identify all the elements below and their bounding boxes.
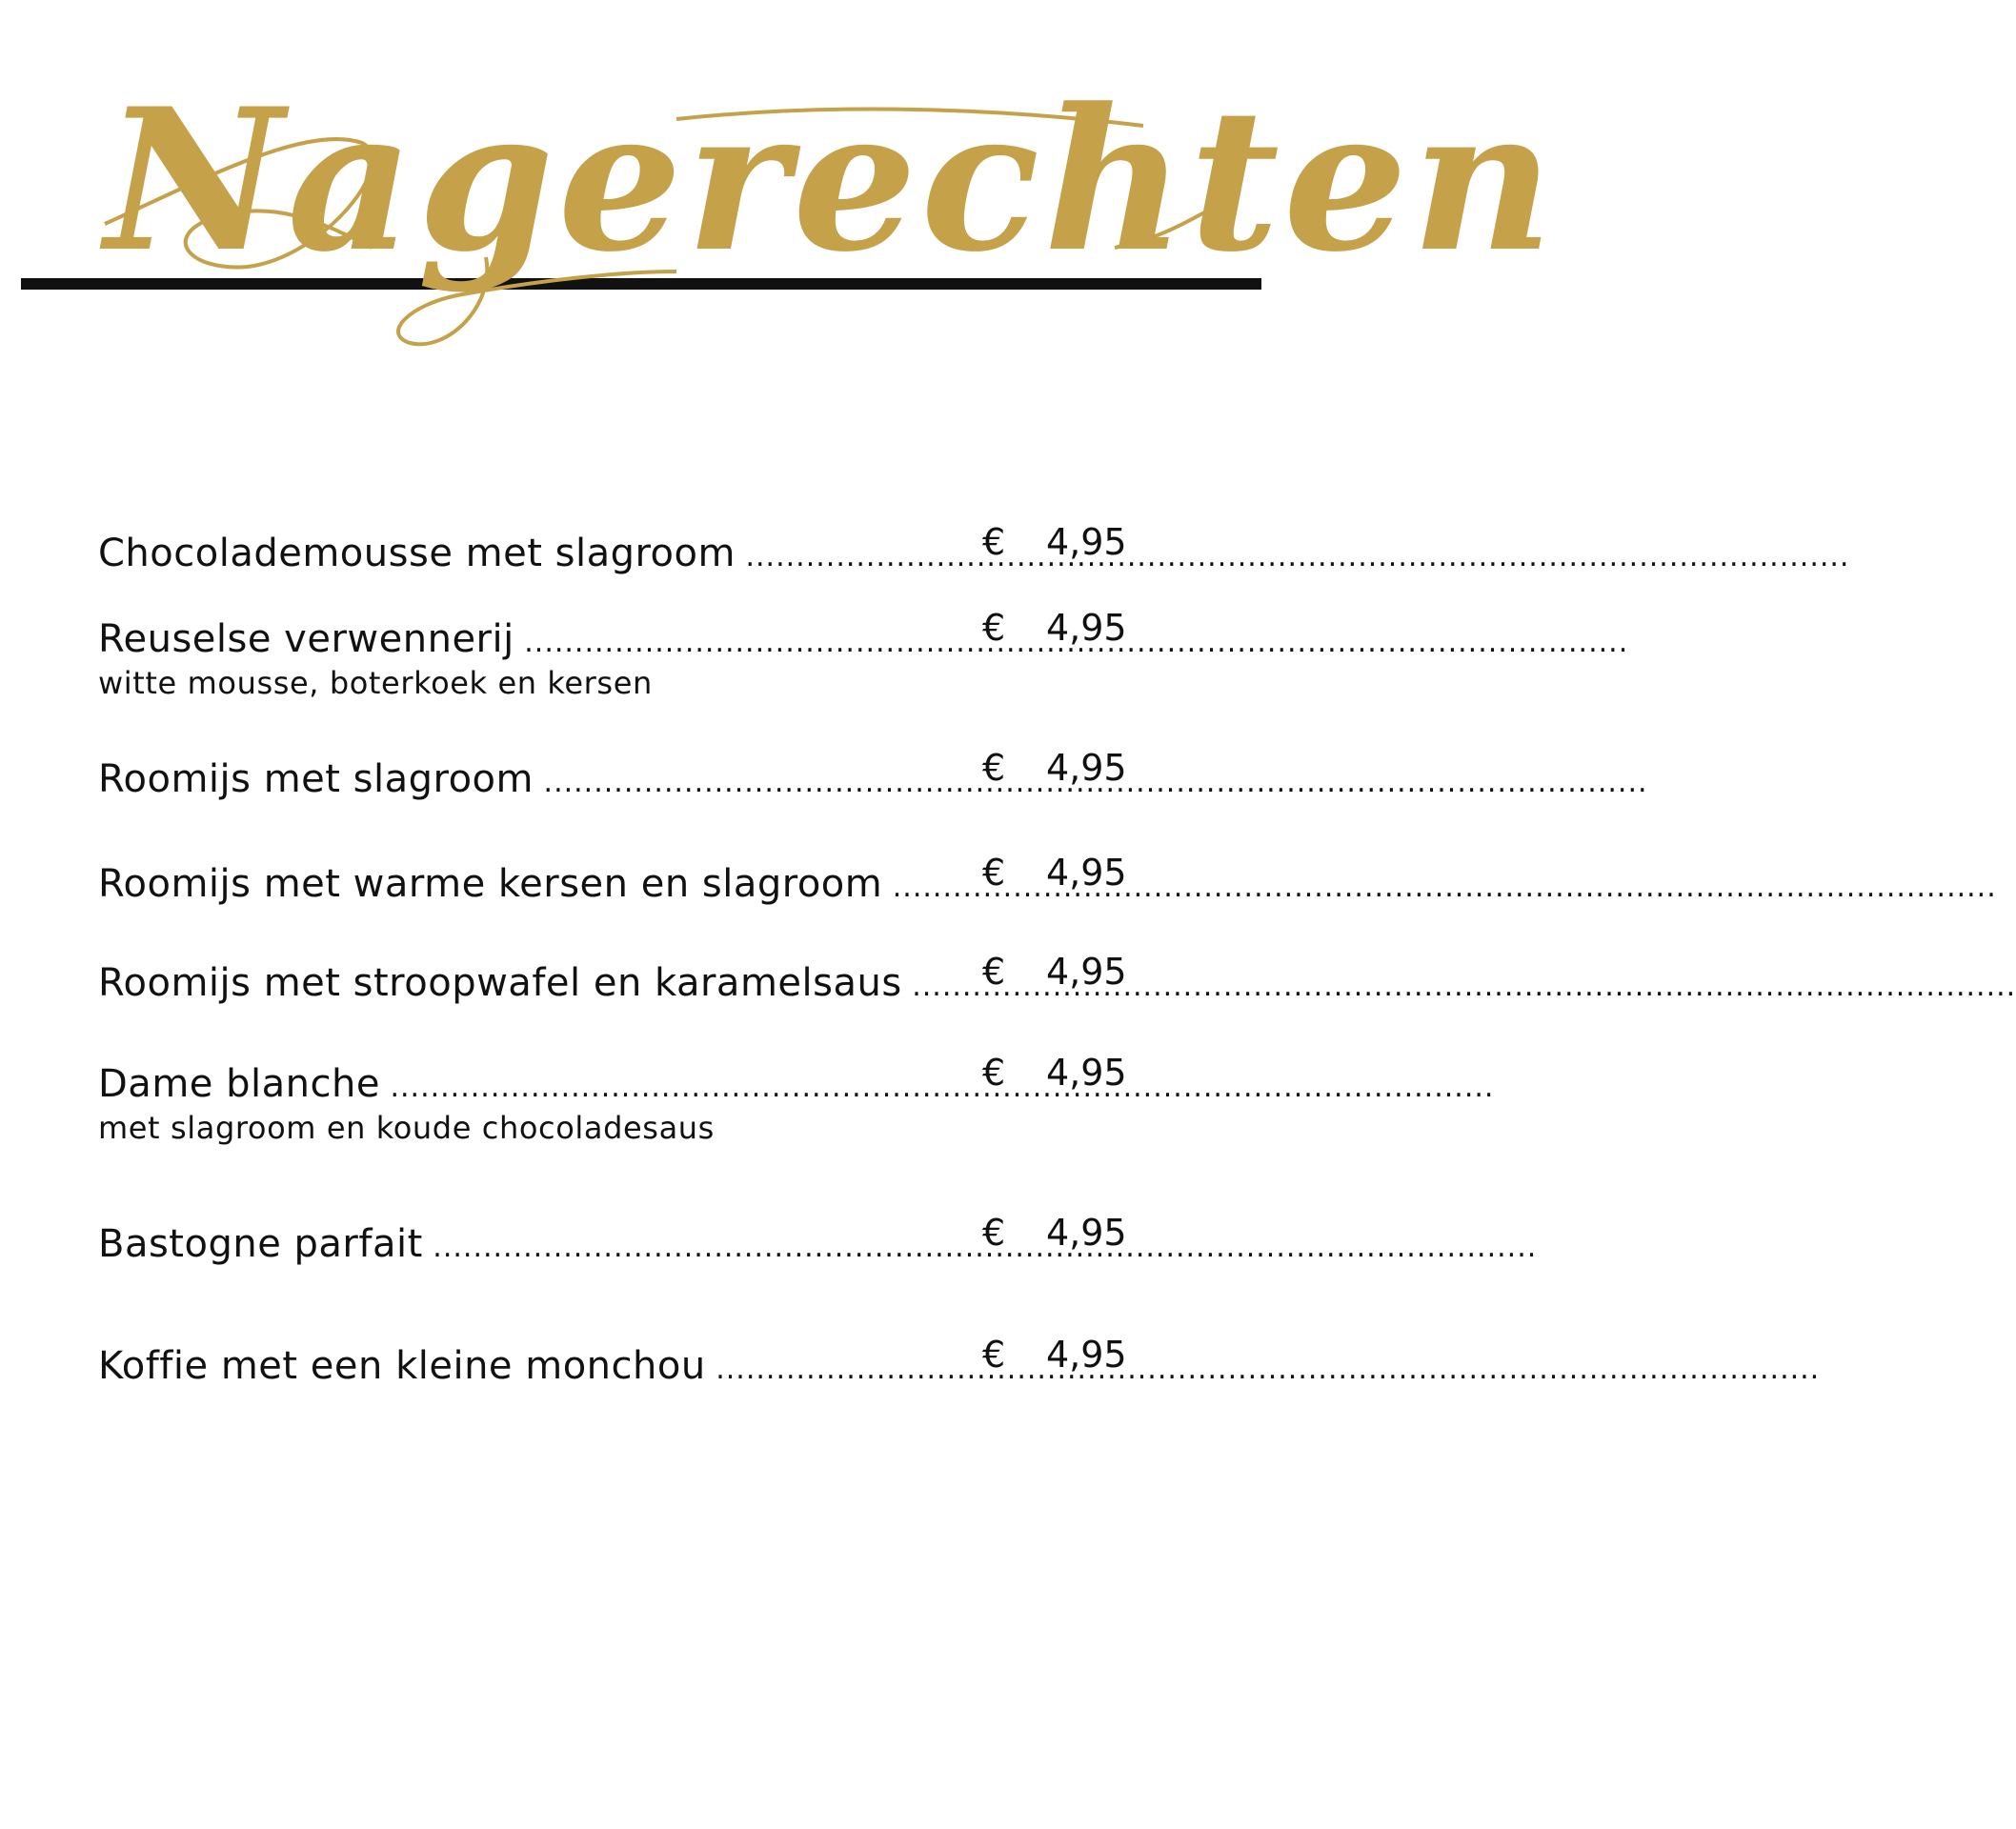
menu-item bbox=[98, 521, 1146, 578]
item-price: 4,95 bbox=[1046, 852, 1127, 894]
item-price: 4,95 bbox=[1046, 1052, 1127, 1094]
menu-item bbox=[98, 1212, 1146, 1269]
menu-item bbox=[98, 747, 1146, 804]
item-price: 4,95 bbox=[1046, 521, 1127, 563]
item-name: Roomijs met warme kersen en slagroom bbox=[98, 862, 883, 906]
item-name: Chocolademousse met slagroom bbox=[98, 532, 736, 575]
currency-symbol: € bbox=[982, 747, 1006, 789]
currency-symbol: € bbox=[982, 951, 1006, 993]
menu-item bbox=[98, 852, 1146, 909]
currency-symbol: € bbox=[982, 1052, 1006, 1094]
menu-item bbox=[98, 951, 1146, 1008]
menu-title: Nagerechten bbox=[105, 67, 1558, 295]
menu-item bbox=[98, 1334, 1146, 1391]
item-price: 4,95 bbox=[1046, 1212, 1127, 1254]
item-name: Roomijs met stroopwafel en karamelsaus bbox=[98, 961, 902, 1005]
item-price: 4,95 bbox=[1046, 747, 1127, 789]
menu-item bbox=[98, 1052, 1146, 1147]
item-name: Roomijs met slagroom bbox=[98, 757, 534, 801]
item-name: Reuselse verwennerij bbox=[98, 617, 514, 661]
currency-symbol: € bbox=[982, 607, 1006, 649]
currency-symbol: € bbox=[982, 1212, 1006, 1254]
item-name: Koffie met een kleine monchou bbox=[98, 1344, 706, 1388]
menu-item bbox=[98, 607, 1146, 702]
currency-symbol: € bbox=[982, 852, 1006, 894]
item-name: Bastogne parfait bbox=[98, 1222, 423, 1266]
item-description: witte mousse, boterkoek en kersen bbox=[98, 665, 653, 701]
item-price: 4,95 bbox=[1046, 607, 1127, 649]
item-price: 4,95 bbox=[1046, 951, 1127, 993]
currency-symbol: € bbox=[982, 1334, 1006, 1376]
currency-symbol: € bbox=[982, 521, 1006, 563]
item-description: met slagroom en koude chocoladesaus bbox=[98, 1110, 715, 1146]
item-name: Dame blanche bbox=[98, 1062, 380, 1106]
item-price: 4,95 bbox=[1046, 1334, 1127, 1376]
